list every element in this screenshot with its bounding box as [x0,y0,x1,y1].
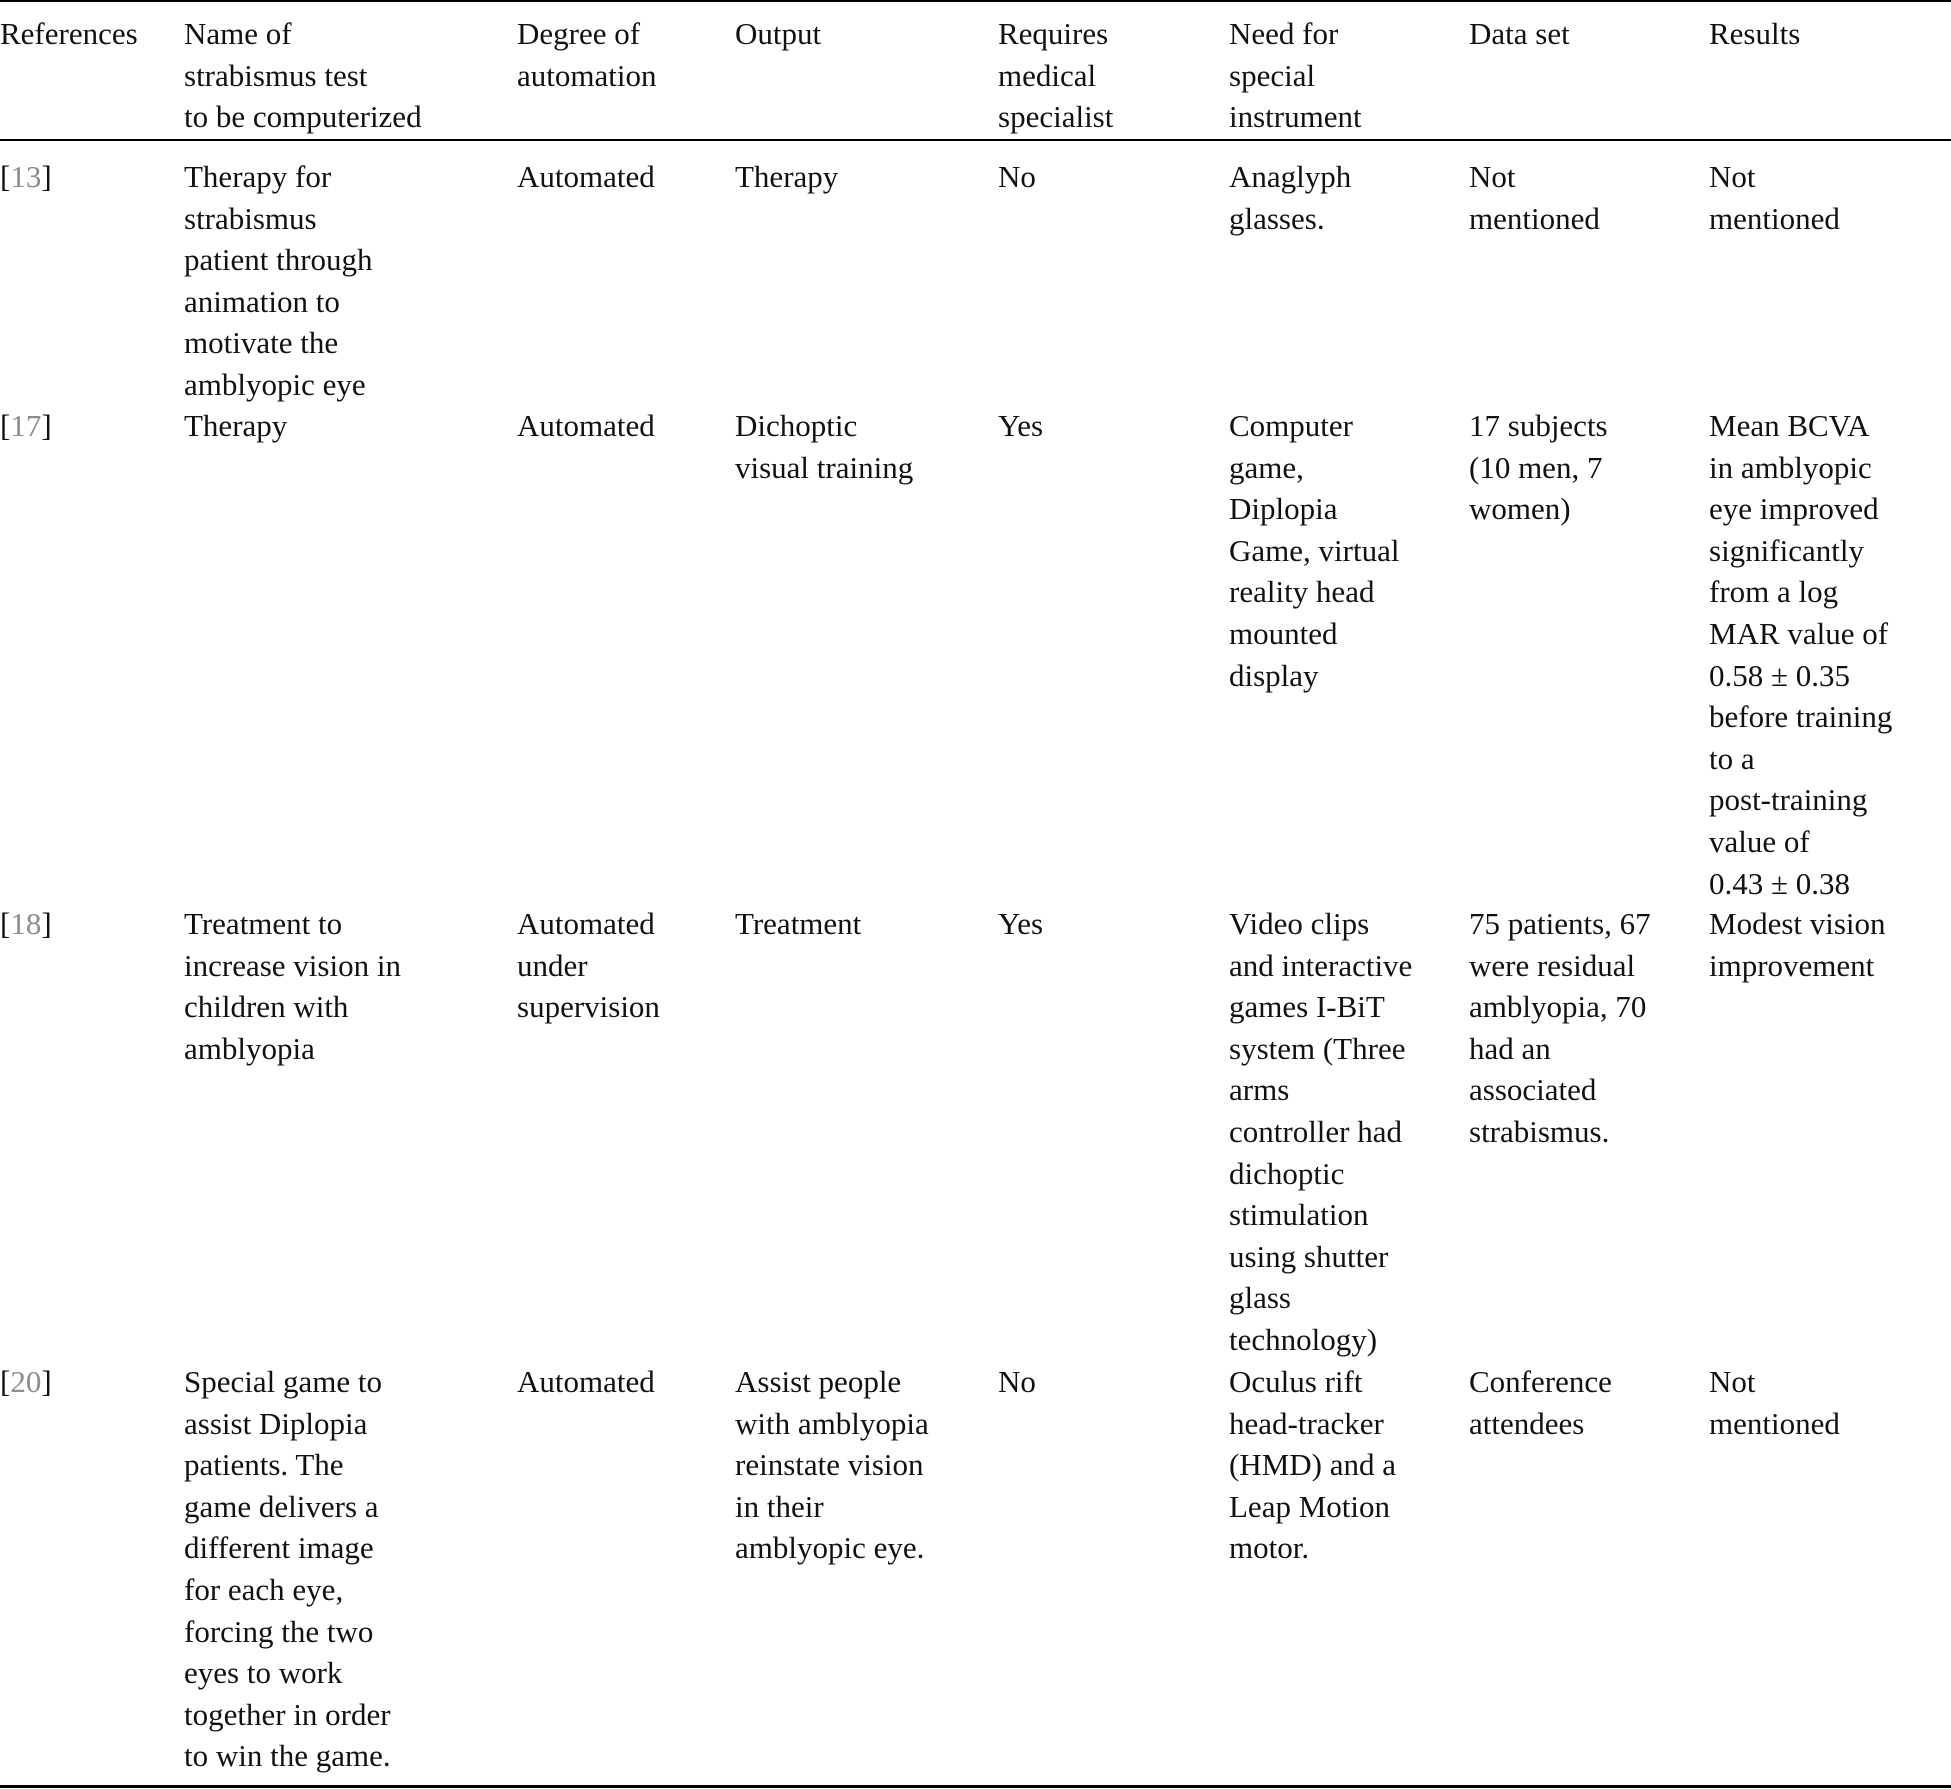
table-bottom-rule [0,1785,1951,1788]
output-cell: Dichoptic visual training [735,408,914,485]
header-references: References [0,16,138,51]
reference-link[interactable]: 18 [10,906,42,941]
output-cell: Assist people with amblyopia reinstate vision in their amblyopic eye. [735,1364,929,1566]
ref-cell: [18] [0,906,52,941]
results-cell: Mean BCVA in amblyopic eye improved significantly from a log MAR value of 0.58 ± 0.35 before training to a post-training value of 0.43 ± 0.38 [1709,408,1893,901]
ref-cell: [20] [0,1364,52,1399]
header-data-set: Data set [1469,16,1570,51]
header-output: Output [735,16,822,51]
test-name-cell: Treatment to increase vision in children with amblyopia [184,906,401,1066]
reference-link[interactable]: 13 [10,159,42,194]
header-results: Results [1709,16,1801,51]
results-cell: Modest vision improvement [1709,906,1886,983]
specialist-cell: Yes [998,408,1044,443]
degree-cell: Automated under supervision [517,906,660,1025]
header-requires-specialist: Requires medical specialist [998,16,1114,135]
reference-link[interactable]: 20 [10,1364,42,1399]
header-special-instrument: Need for special instrument [1229,16,1362,135]
results-cell: Not mentioned [1709,1364,1840,1441]
instrument-cell: Anaglyph glasses. [1229,159,1352,236]
specialist-cell: No [998,1364,1036,1399]
dataset-cell: Conference attendees [1469,1364,1612,1441]
dataset-cell: 17 subjects (10 men, 7 women) [1469,408,1608,527]
instrument-cell: Computer game, Diplopia Game, virtual reality head mounted display [1229,408,1400,693]
test-name-cell: Therapy for strabismus patient through animation to motivate the amblyopic eye [184,159,373,402]
output-cell: Treatment [735,906,862,941]
results-cell: Not mentioned [1709,159,1840,236]
degree-cell: Automated [517,408,655,443]
test-name-cell: Therapy [184,408,288,443]
degree-cell: Automated [517,159,655,194]
ref-cell: [17] [0,408,52,443]
instrument-cell: Video clips and interactive games I-BiT system (Three arms controller had dichoptic stimulation using shutter glass technology) [1229,906,1413,1357]
specialist-cell: Yes [998,906,1044,941]
reference-link[interactable]: 17 [10,408,42,443]
header-test-name: Name of strabismus test to be computerized [184,16,422,135]
header-degree-of-automation: Degree of automation [517,16,657,93]
degree-cell: Automated [517,1364,655,1399]
table-top-rule [0,0,1951,2]
table-header-rule [0,139,1951,141]
output-cell: Therapy [735,159,839,194]
instrument-cell: Oculus rift head-tracker (HMD) and a Leap Motion motor. [1229,1364,1397,1566]
specialist-cell: No [998,159,1036,194]
ref-cell: [13] [0,159,52,194]
test-name-cell: Special game to assist Diplopia patients. The game delivers a different image for each eye, forcing the two eyes to work together in order to win the game. [184,1364,391,1774]
dataset-cell: 75 patients, 67 were residual amblyopia, 70 had an associated strabismus. [1469,906,1651,1149]
dataset-cell: Not mentioned [1469,159,1600,236]
